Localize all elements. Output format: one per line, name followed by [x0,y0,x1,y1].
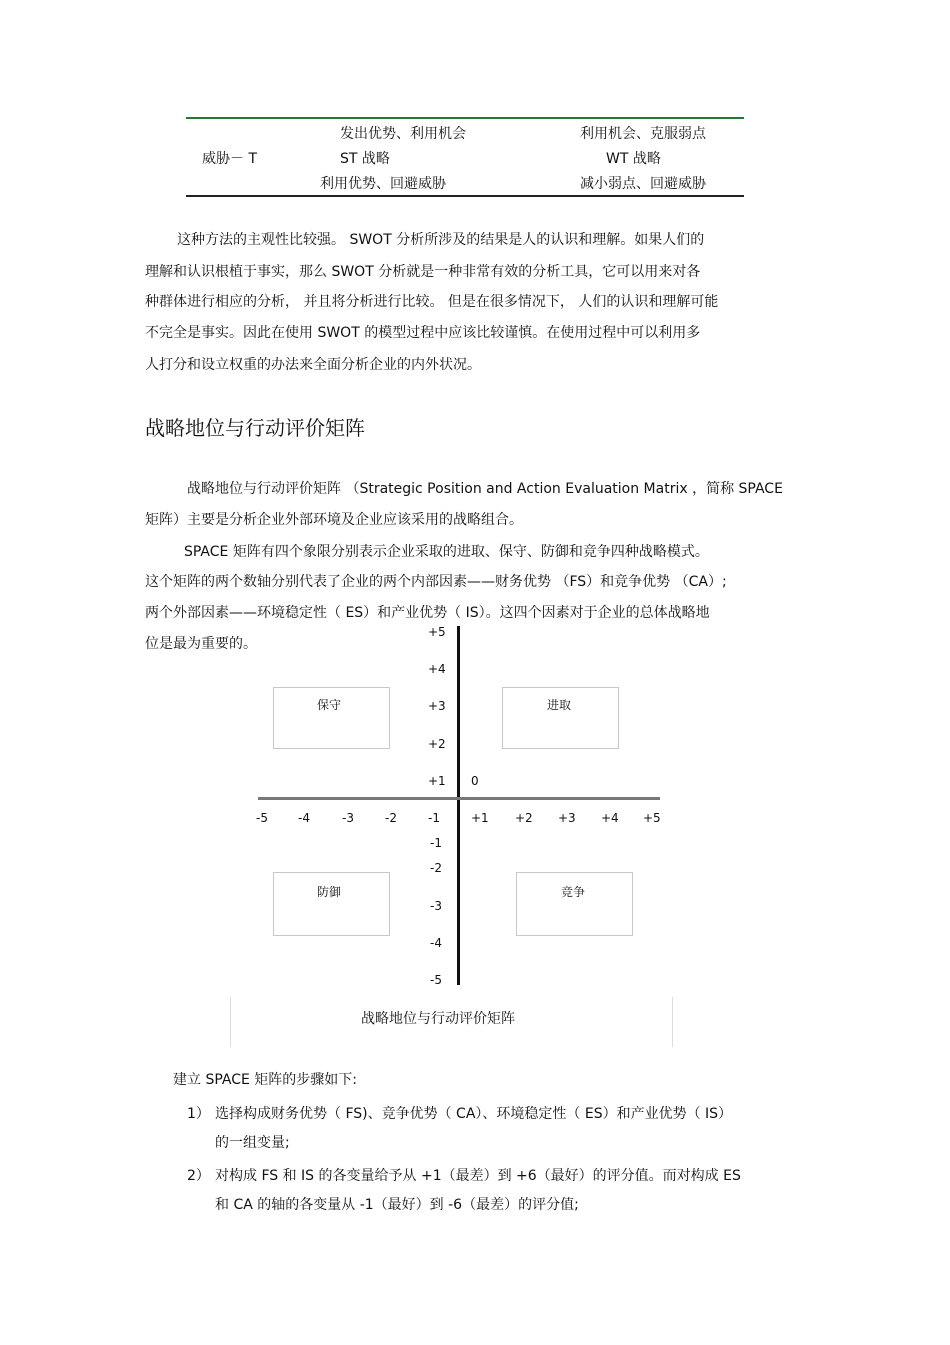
x-tick-label: -5 [256,811,268,825]
figure-caption: 战略地位与行动评价矩阵 [361,1011,515,1027]
horizontal-axis [258,797,660,800]
caption-frame-left [230,997,231,1047]
steps-intro: 建立 SPACE 矩阵的步骤如下: [173,1072,358,1088]
x-tick-label: -3 [342,811,354,825]
st-line1: 发出优势、利用机会 [340,126,466,142]
y-tick-label: -2 [430,861,442,875]
y-tick-label: -3 [430,899,442,913]
y-tick-label: +2 [428,737,446,751]
x-tick-label: -4 [298,811,310,825]
x-tick-label: -1 [428,811,440,825]
x-tick-label: +5 [643,811,661,825]
quadrant-conservative-label: 保守 [317,698,342,712]
y-tick-label: +3 [428,699,446,713]
quadrant-competitive-label: 竞争 [561,885,586,899]
quadrant-aggressive-label: 进取 [547,698,572,712]
wt-line3: 减小弱点、回避威胁 [580,176,706,192]
threat-row-label: 威胁－ T [202,151,258,167]
x-tick-label: -2 [385,811,397,825]
y-tick-label: +5 [428,625,446,639]
step-text: 对构成 FS 和 IS 的各变量给予从 +1（最差）到 +6（最好）的评分值。而对构成 ES [215,1168,741,1184]
x-tick-label: +3 [558,811,576,825]
quadrant-defensive-label: 防御 [317,885,342,899]
section-heading: 战略地位与行动评价矩阵 [145,416,365,440]
y-tick-label: -4 [430,936,442,950]
step-number: 1） [187,1106,210,1122]
x-tick-label: +2 [515,811,533,825]
table-top-rule [186,117,744,119]
para3-line: 这个矩阵的两个数轴分别代表了企业的两个内部因素——财务优势 （FS）和竞争优势 （CA）; [145,574,727,590]
caption-frame-right [672,997,673,1047]
para3-line: 位是最为重要的。 [145,636,257,652]
quadrant-defensive-box [273,872,390,936]
wt-line1: 利用机会、克服弱点 [580,126,706,142]
vertical-axis [457,626,460,985]
y-tick-label: -1 [430,836,442,850]
step-text: 和 CA 的轴的各变量从 -1（最好）到 -6（最差）的评分值; [215,1197,579,1213]
x-tick-label: +1 [471,811,489,825]
wt-strategy: WT 战略 [606,151,661,167]
x-tick-label: +4 [601,811,619,825]
y-tick-label: +4 [428,662,446,676]
y-tick-label: +1 [428,774,446,788]
y-tick-label: -5 [430,973,442,987]
para2-line: 战略地位与行动评价矩阵 （Strategic Position and Action Evaluation Matrix ，简称 SPACE [187,481,783,497]
para3-line: 两个外部因素——环境稳定性（ ES）和产业优势（ IS）。这四个因素对于企业的总体战略地 [145,605,710,621]
st-line3: 利用优势、回避威胁 [320,176,446,192]
step-number: 2） [187,1168,210,1184]
para3-line: SPACE 矩阵有四个象限分别表示企业采取的进取、保守、防御和竞争四种战略模式。 [184,544,709,560]
para1-line: 不完全是事实。因此在使用 SWOT 的模型过程中应该比较谨慎。在使用过程中可以利用多 [145,325,701,341]
table-bottom-rule [186,195,744,197]
origin-label: 0 [471,774,479,788]
para1-line: 这种方法的主观性比较强。 SWOT 分析所涉及的结果是人的认识和理解。如果人们的 [177,232,705,248]
para1-line: 人打分和设立权重的办法来全面分析企业的内外状况。 [145,357,481,373]
para2-line: 矩阵）主要是分析企业外部环境及企业应该采用的战略组合。 [145,512,523,528]
quadrant-competitive-box [516,872,633,936]
step-text: 选择构成财务优势（ FS)、竞争优势（ CA）、环境稳定性（ ES）和产业优势（ IS） [215,1106,733,1122]
para1-line: 种群体进行相应的分析， 并且将分析进行比较。 但是在很多情况下， 人们的认识和理解可能 [145,294,719,310]
st-strategy: ST 战略 [340,151,390,167]
step-text: 的一组变量; [215,1135,290,1151]
para1-line: 理解和认识根植于事实，那么 SWOT 分析就是一种非常有效的分析工具，它可以用来对各 [145,264,701,280]
